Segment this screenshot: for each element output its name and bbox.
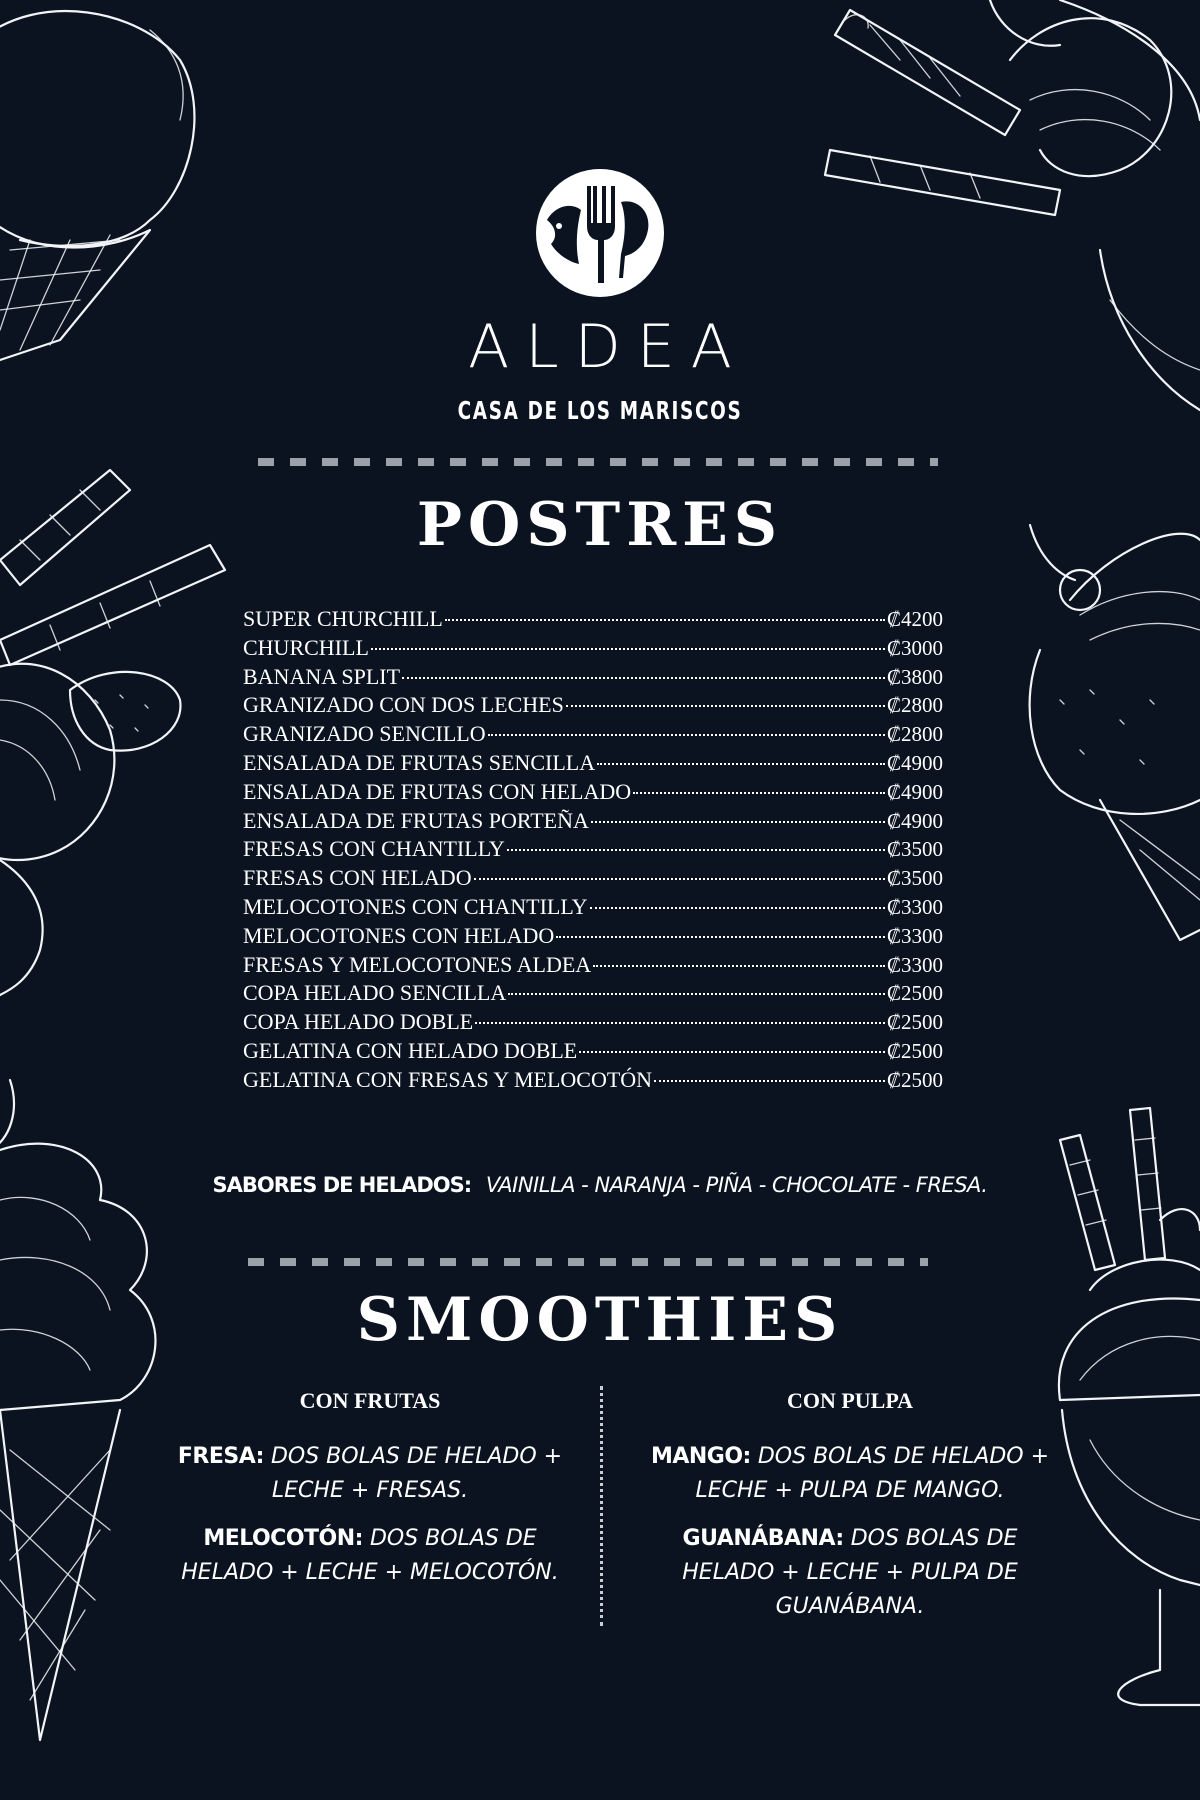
menu-item-name: GELATINA CON FRESAS Y MELOCOTÓN — [243, 1066, 653, 1092]
dot-leader — [475, 1022, 885, 1024]
menu-item-name: MELOCOTONES CON CHANTILLY — [243, 893, 588, 919]
sundae-glass-icon — [1059, 1108, 1200, 1705]
fish-fork-spoon-icon — [535, 168, 665, 298]
menu-item-price: ₡2500 — [886, 981, 943, 1006]
dot-leader — [597, 763, 885, 765]
menu-item-name: SUPER CHURCHILL — [243, 606, 443, 631]
column-divider — [600, 1386, 603, 1626]
brand-name: ALDEA — [468, 312, 748, 382]
dot-leader — [508, 993, 885, 995]
menu-item-name: GELATINA CON HELADO DOBLE — [243, 1037, 578, 1063]
menu-item-row — [243, 1008, 943, 1037]
menu-item-row — [243, 1066, 943, 1095]
menu-item-row — [243, 807, 943, 836]
menu-item-price: ₡3500 — [886, 837, 943, 862]
menu-item-name: ENSALADA DE FRUTAS CON HELADO — [243, 778, 632, 804]
menu-item-price: ₡2800 — [886, 722, 943, 747]
divider-middle — [248, 1258, 928, 1266]
menu-item-name: BANANA SPLIT — [243, 663, 401, 689]
menu-item-row — [243, 835, 943, 864]
dot-leader — [579, 1051, 885, 1053]
dot-leader — [488, 734, 885, 736]
menu-item-price: ₡3800 — [886, 664, 943, 689]
dot-leader — [633, 792, 885, 794]
menu-item-row — [243, 720, 943, 749]
section-title-smoothies: SMOOTHIES — [356, 1285, 844, 1355]
menu-item-name: ENSALADA DE FRUTAS PORTEÑA — [243, 807, 589, 833]
menu-item-price: ₡2500 — [886, 1038, 943, 1063]
menu-item-row — [243, 749, 943, 778]
dot-leader — [507, 849, 885, 851]
menu-item-row — [243, 922, 943, 951]
smoothie-desc: DOS BOLAS DE HELADO + LECHE + MELOCOTÓN. — [181, 1526, 559, 1585]
menu-item-row — [243, 634, 943, 663]
menu-item-row — [243, 778, 943, 807]
smoothie-column-pulpa — [640, 1388, 1060, 1638]
smoothie-item-fresa — [160, 1440, 580, 1508]
menu-item-price: ₡2800 — [886, 693, 943, 718]
brand-logo — [0, 168, 1200, 425]
menu-item-name: GRANIZADO SENCILLO — [243, 721, 486, 747]
smoothie-item-guanabana — [640, 1522, 1060, 1624]
menu-item-name: FRESAS Y MELOCOTONES ALDEA — [243, 951, 592, 977]
menu-item-name: COPA HELADO SENCILLA — [243, 980, 507, 1006]
smoothie-name: MANGO: — [650, 1444, 751, 1469]
menu-item-row — [243, 691, 943, 720]
dot-leader — [591, 821, 885, 823]
menu-item-price: ₡3300 — [886, 923, 943, 948]
menu-item-price: ₡3300 — [886, 894, 943, 919]
menu-item-price: ₡2500 — [886, 1010, 943, 1035]
column-heading: CON PULPA — [786, 1388, 914, 1413]
ice-cream-flavors — [0, 1173, 1200, 1197]
section-title-postres: POSTRES — [416, 490, 784, 560]
menu-item-price: ₡3300 — [886, 952, 943, 977]
flavors-list: VAINILLA - NARANJA - PIÑA - CHOCOLATE - FRESA. — [485, 1173, 988, 1197]
flavors-label: SABORES DE HELADOS: — [212, 1173, 472, 1197]
menu-item-row — [243, 1037, 943, 1066]
menu-item-name: FRESAS CON HELADO — [243, 865, 472, 891]
menu-item-price: ₡2500 — [886, 1067, 943, 1092]
dot-leader — [445, 619, 885, 621]
dot-leader — [556, 936, 885, 938]
column-heading: CON FRUTAS — [299, 1388, 441, 1413]
smoothie-desc: DOS BOLAS DE HELADO + LECHE + FRESAS. — [270, 1444, 563, 1503]
dot-leader — [566, 705, 885, 707]
brand-subtitle: CASA DE LOS MARISCOS — [457, 396, 743, 425]
menu-item-price: ₡4200 — [886, 607, 943, 631]
menu-item-price: ₡4900 — [886, 808, 943, 833]
smoothie-name: MELOCOTÓN: — [203, 1526, 363, 1551]
menu-item-name: ENSALADA DE FRUTAS SENCILLA — [243, 749, 596, 775]
divider-top — [258, 458, 938, 466]
smoothie-desc: DOS BOLAS DE HELADO + LECHE + PULPA DE MANGO. — [695, 1444, 1050, 1503]
menu-item-name: FRESAS CON CHANTILLY — [243, 836, 505, 862]
dot-leader — [590, 907, 885, 909]
smoothie-name: GUANÁBANA: — [682, 1526, 844, 1551]
postres-list — [243, 605, 943, 1095]
smoothie-name: FRESA: — [177, 1444, 264, 1469]
menu-item-price: ₡4900 — [886, 750, 943, 775]
menu-item-name: COPA HELADO DOBLE — [243, 1009, 474, 1035]
dot-leader — [474, 878, 885, 880]
menu-item-row — [243, 663, 943, 692]
smoothie-item-mango — [640, 1440, 1060, 1508]
menu-item-row — [243, 951, 943, 980]
menu-item-row — [243, 893, 943, 922]
menu-item-row — [243, 864, 943, 893]
menu-item-name: CHURCHILL — [243, 634, 369, 660]
cherry-ice-cream-icon — [1030, 525, 1200, 940]
smoothie-desc: DOS BOLAS DE HELADO + LECHE + PULPA DE GUANÁBANA. — [682, 1526, 1018, 1619]
menu-item-row — [243, 605, 943, 634]
dot-leader — [371, 648, 885, 650]
menu-item-price: ₡3500 — [886, 866, 943, 891]
menu-item-price: ₡4900 — [886, 779, 943, 804]
dot-leader — [654, 1080, 885, 1082]
menu-item-name: MELOCOTONES CON HELADO — [243, 922, 555, 948]
dot-leader — [593, 965, 885, 967]
menu-item-price: ₡3000 — [886, 635, 943, 660]
menu-item-row — [243, 979, 943, 1008]
smoothie-item-melocoton — [160, 1522, 580, 1590]
menu-item-name: GRANIZADO CON DOS LECHES — [243, 692, 564, 718]
smoothie-column-frutas — [160, 1388, 580, 1604]
dot-leader — [402, 677, 885, 679]
